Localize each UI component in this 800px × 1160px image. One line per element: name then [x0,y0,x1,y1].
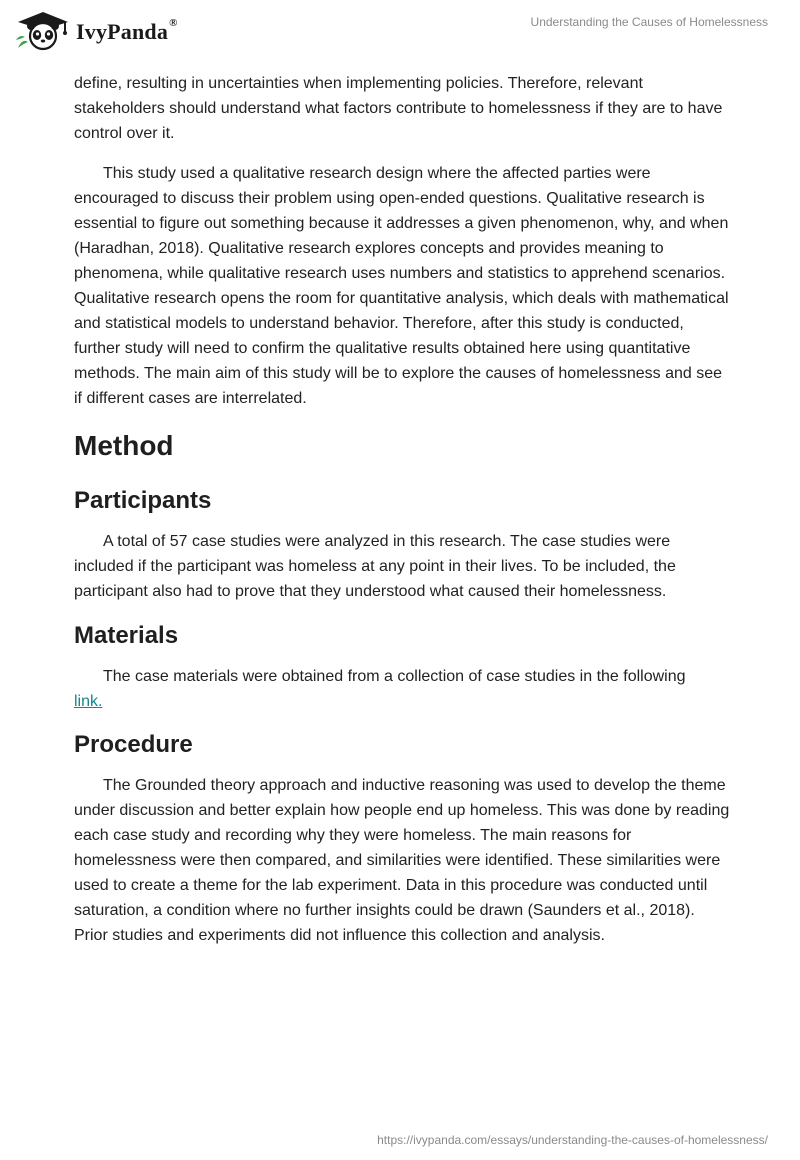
panda-graduate-icon [14,8,72,52]
materials-heading: Materials [74,622,179,649]
essay-body [74,71,730,948]
procedure-heading: Procedure [74,731,193,758]
design-paragraph: This study used a qualitative research design where the affected parties were encouraged to discuss their problem using open-ended questions. Qualitative research is essential to figure out something because it addresses a given phenomenon, why, and when (Haradhan, 2018). Qualitative research explores concepts and provides meaning to phenomena, while qualitative research uses numbers and statistics to apprehend scenarios. Qualitative research opens the room for quantitative analysis, which deals with mathematical and statistical models to understand behavior. Therefore, after this study is conducted, further study will need to confirm the qualitative results obtained here using quantitative methods. The main aim of this study will be to explore the causes of homelessness and see if different cases are interrelated. [74,165,729,407]
case-studies-link[interactable]: link. [74,693,103,710]
intro-paragraph: define, resulting in uncertainties when implementing policies. Therefore, relevant stakeholders should understand what factors contribute to homelessness if they are to have control over it. [74,75,723,142]
participants-heading: Participants [74,487,212,514]
participants-paragraph: A total of 57 case studies were analyzed in this research. The case studies were included if the participant was homeless at any point in their lives. To be included, the participant also had to prove that they understood what caused their homelessness. [74,533,676,600]
materials-paragraph [74,664,730,714]
page-header [0,0,800,70]
document-title: Understanding the Causes of Homelessness [530,15,768,29]
materials-text: The case materials were obtained from a collection of case studies in the following [103,668,686,685]
ivypanda-logo[interactable] [14,8,178,52]
registered-mark: ® [169,17,178,29]
procedure-paragraph: The Grounded theory approach and inductive reasoning was used to develop the theme under discussion and better explain how people end up homeless. This was done by reading each case study and recording why they were homeless. The main reasons for homelessness were then compared, and similarities were identified. These similarities were used to create a theme for the lab experiment. Data in this procedure was conducted until saturation, a condition where no further insights could be drawn (Saunders et al., 2018). Prior studies and experiments did not influence this collection and analysis. [74,777,730,944]
brand-name: IvyPanda® [76,17,178,44]
footer-url: https://ivypanda.com/essays/understanding-the-causes-of-homelessness/ [377,1133,768,1147]
method-heading: Method [74,430,174,461]
